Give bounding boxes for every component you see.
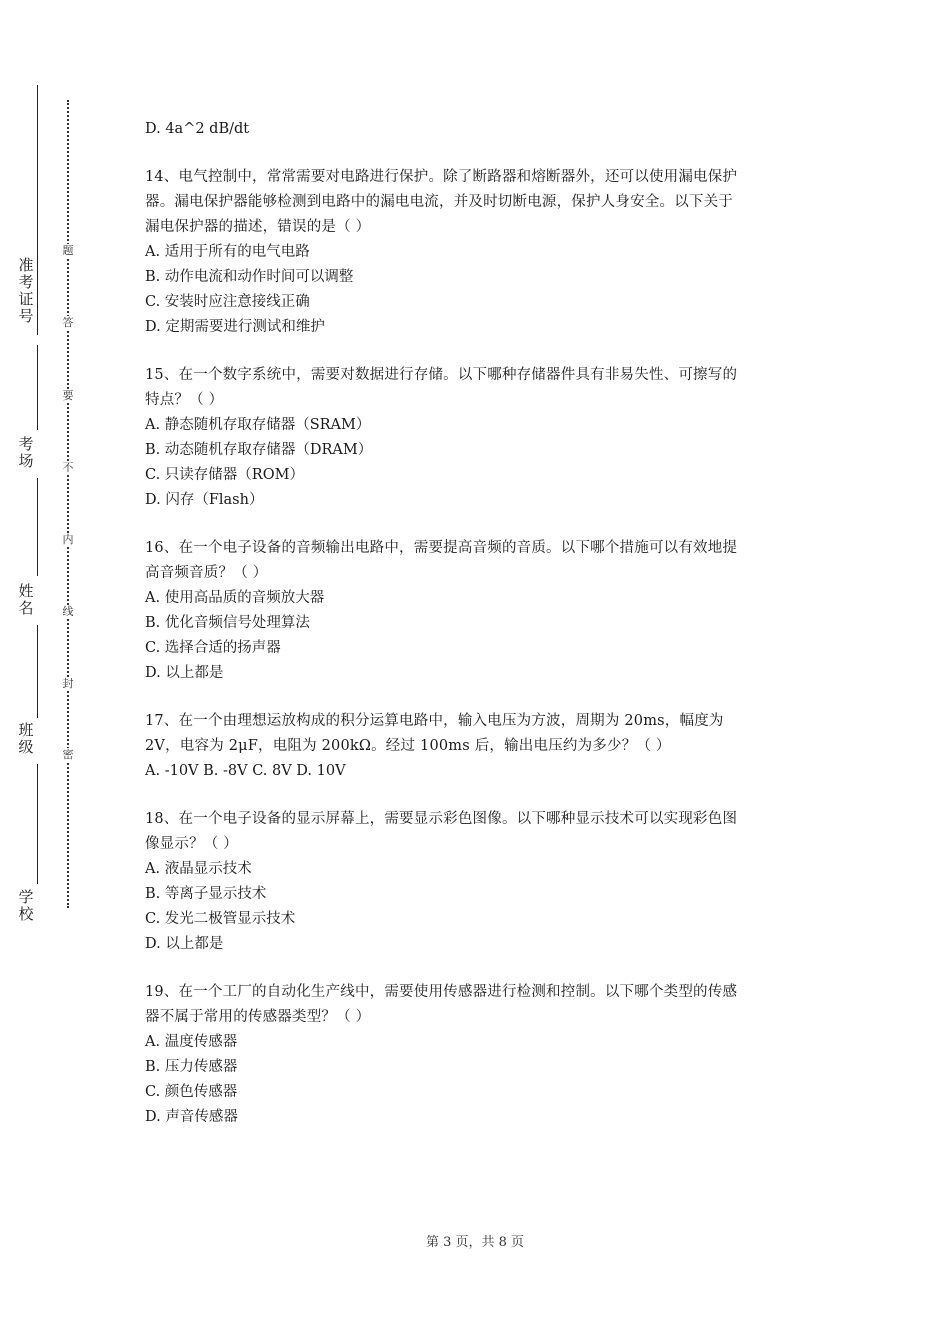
field-label-char: 证 — [18, 290, 34, 308]
answer-option: A. 使用高品质的音频放大器 — [145, 590, 325, 606]
question-stem-line: 17、在一个由理想运放构成的积分运算电路中，输入电压为方波，周期为 20ms，幅度为 — [145, 713, 724, 729]
answer-option: D. 4a^2 dB/dt — [145, 121, 250, 137]
seal-char: 封 — [62, 677, 74, 690]
answer-option: D. 以上都是 — [145, 936, 224, 952]
question-stem-line: 18、在一个电子设备的显示屏幕上，需要显示彩色图像。以下哪种显示技术可以实现彩色图 — [145, 811, 738, 827]
field-school-label — [18, 890, 34, 924]
binding-margin — [0, 0, 90, 1344]
field-name-label — [18, 584, 34, 618]
answer-option: D. 以上都是 — [145, 665, 224, 681]
seal-char: 题 — [62, 244, 74, 257]
question-stem — [145, 980, 817, 1030]
answer-option: B. 优化音频信号处理算法 — [145, 615, 310, 631]
answer-option: C. 发光二极管显示技术 — [145, 911, 296, 927]
question-stem-line: 器。漏电保护器能够检测到电路中的漏电电流，并及时切断电源，保护人身安全。以下关于 — [145, 194, 733, 210]
question-stem-line: 2V，电容为 2μF，电阻为 200kΩ。经过 100ms 后，输出电压约为多少？（ ） — [145, 738, 671, 754]
field-label-char: 场 — [18, 452, 34, 470]
seal-dotted-line — [67, 100, 69, 908]
field-label-char: 班 — [18, 721, 34, 739]
question-list — [145, 117, 817, 1153]
field-label-char: 名 — [18, 599, 34, 617]
question-stem-line: 15、在一个数字系统中，需要对数据进行存储。以下哪种存储器件具有非易失性、可擦写的 — [145, 367, 738, 383]
seal-char: 要 — [62, 389, 74, 402]
question-stem-line: 器不属于常用的传感器类型？（ ） — [145, 1009, 371, 1025]
answer-option: D. 声音传感器 — [145, 1109, 238, 1125]
question-stem — [145, 165, 817, 240]
answer-option: C. 选择合适的扬声器 — [145, 640, 281, 656]
field-label-char: 考 — [18, 273, 34, 291]
question-stem — [145, 363, 817, 413]
answer-option: B. 动作电流和动作时间可以调整 — [145, 269, 354, 285]
question-stem-line: 高音频音质？（ ） — [145, 565, 268, 581]
answer-option: D. 闪存（Flash） — [145, 492, 264, 508]
binding-line-top — [37, 85, 38, 335]
question-stem-line: 漏电保护器的描述，错误的是（ ） — [145, 219, 371, 235]
answer-option: C. 只读存储器（ROM） — [145, 467, 304, 483]
binding-line-name — [37, 625, 38, 718]
question-stem-line: 16、在一个电子设备的音频输出电路中，需要提高音频的音质。以下哪个措施可以有效地提 — [145, 540, 738, 556]
field-label-char: 校 — [18, 905, 34, 923]
question-stem — [145, 709, 817, 759]
field-exam-room-label — [18, 437, 34, 471]
field-label-char: 姓 — [18, 582, 34, 600]
question-16 — [145, 536, 817, 686]
question-stem-line: 14、电气控制中，常常需要对电路进行保护。除了断路器和熔断器外，还可以使用漏电保护 — [145, 169, 738, 185]
question-17 — [145, 709, 817, 784]
answer-option: B. 动态随机存取存储器（DRAM） — [145, 442, 373, 458]
question-13 — [145, 117, 817, 142]
question-stem — [145, 807, 817, 857]
answer-option: C. 颜色传感器 — [145, 1084, 238, 1100]
field-class-label — [18, 723, 34, 757]
answer-option: B. 压力传感器 — [145, 1059, 238, 1075]
question-15 — [145, 363, 817, 513]
page-footer: 第 3 页，共 8 页 — [425, 1235, 525, 1250]
answer-option: A. 液晶显示技术 — [145, 861, 252, 877]
binding-line-exam-id — [37, 345, 38, 430]
field-label-char: 学 — [18, 888, 34, 906]
field-label-char: 准 — [18, 256, 34, 274]
answer-option: A. 适用于所有的电气电路 — [145, 244, 310, 260]
answer-option: C. 安装时应注意接线正确 — [145, 294, 310, 310]
question-stem — [145, 536, 817, 586]
field-label-char: 号 — [18, 307, 34, 325]
answer-option: D. 定期需要进行测试和维护 — [145, 319, 325, 335]
question-18 — [145, 807, 817, 957]
field-label-char: 级 — [18, 738, 34, 756]
binding-line-exam-room — [37, 478, 38, 576]
seal-char: 密 — [62, 748, 74, 761]
field-label-char: 考 — [18, 435, 34, 453]
answer-option: A. -10V B. -8V C. 8V D. 10V — [145, 763, 346, 779]
question-stem-line: 19、在一个工厂的自动化生产线中，需要使用传感器进行检测和控制。以下哪个类型的传感 — [145, 984, 738, 1000]
seal-char: 不 — [62, 461, 74, 474]
binding-line-class — [37, 764, 38, 884]
seal-char: 内 — [62, 533, 74, 546]
question-stem-line: 特点？（ ） — [145, 392, 224, 408]
answer-option: A. 静态随机存取存储器（SRAM） — [145, 417, 371, 433]
seal-char: 答 — [62, 316, 74, 329]
seal-char: 线 — [62, 605, 74, 618]
question-14 — [145, 165, 817, 340]
answer-option: B. 等离子显示技术 — [145, 886, 267, 902]
question-stem-line: 像显示？（ ） — [145, 836, 239, 852]
answer-option: A. 温度传感器 — [145, 1034, 238, 1050]
field-exam-id-label — [18, 258, 34, 326]
question-19 — [145, 980, 817, 1130]
